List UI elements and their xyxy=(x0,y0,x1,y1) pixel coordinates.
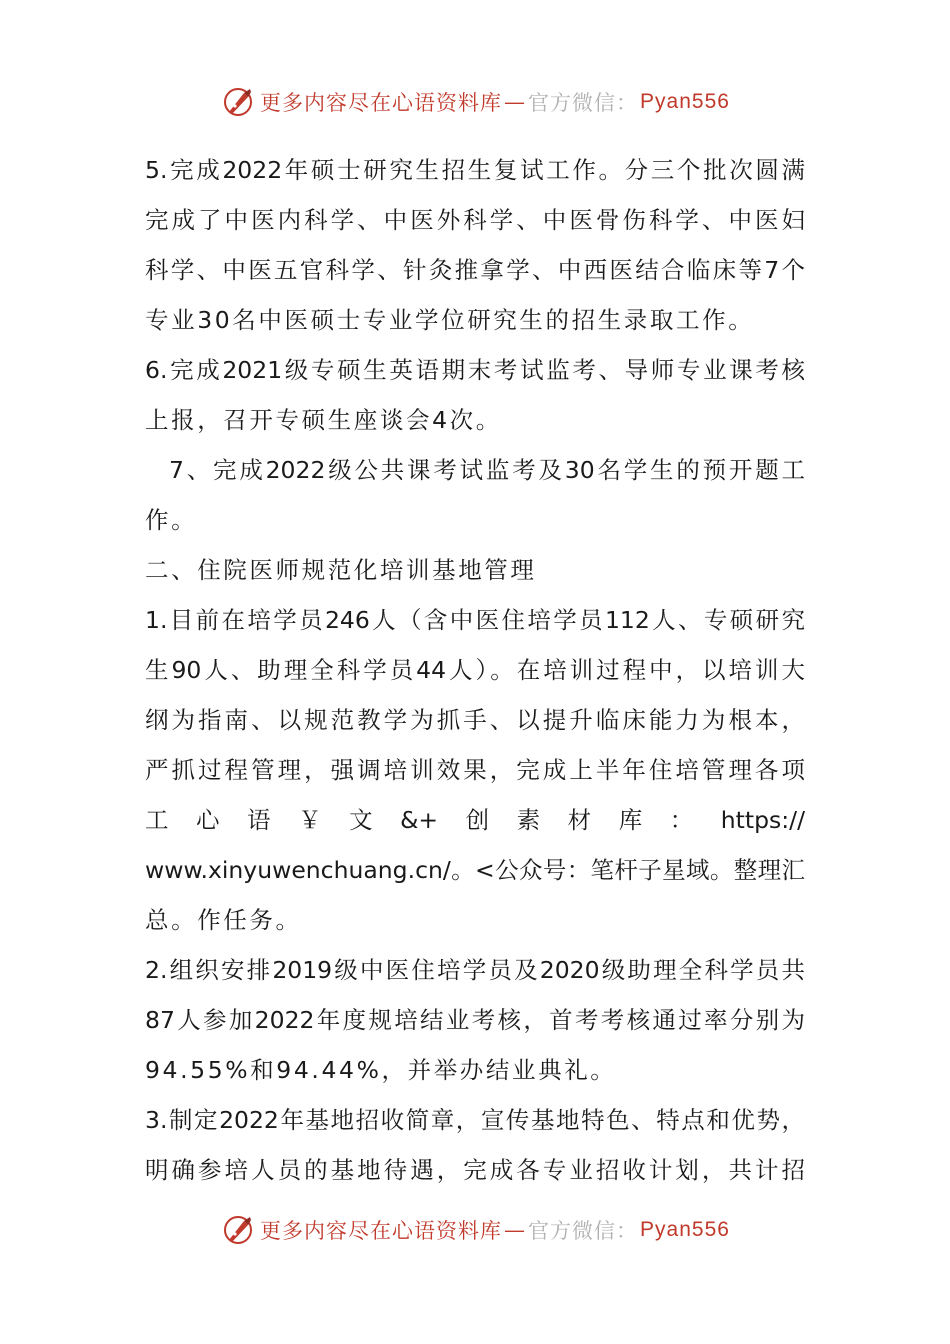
header-banner xyxy=(0,82,950,122)
text-line: 3.制定2022年基地招收简章，宣传基地特色、特点和优势， xyxy=(145,1106,805,1134)
text-line: 总。作任务。 xyxy=(145,906,302,934)
text-line: 作。 xyxy=(145,506,198,534)
text-line: 上报，召开专硕生座谈会4次。 xyxy=(145,406,502,434)
text-line: 6.完成2021级专硕生英语期末考试监考、导师专业课考核 xyxy=(145,356,805,384)
text-line: 1.目前在培学员246人（含中医住培学员112人、专硕研究 xyxy=(145,606,805,634)
text-line: 94.55%和94.44%，并举办结业典礼。 xyxy=(145,1056,617,1084)
banner-dash: — xyxy=(504,90,527,114)
banner-wechat-label: 官方微信： xyxy=(528,1219,639,1243)
pen-nib-circle-icon xyxy=(220,84,256,120)
text-line: 5.完成2022年硕士研究生招生复试工作。分三个批次圆满 xyxy=(145,156,805,184)
banner-dash: — xyxy=(504,1218,527,1242)
body-text xyxy=(145,145,805,1195)
section-heading: 二、住院医师规范化培训基地管理 xyxy=(145,556,537,584)
text-line: www.xinyuwenchuang.cn/。<公众号：笔杆子星域。整理汇 xyxy=(145,856,805,884)
pen-nib-circle-icon xyxy=(220,1212,256,1248)
text-line: 2.组织安排2019级中医住培学员及2020级助理全科学员共 xyxy=(145,956,805,984)
text-line: 生90人、助理全科学员44人）。在培训过程中，以培训大 xyxy=(145,656,805,684)
banner-wechat-id: Pyan556 xyxy=(640,1218,730,1241)
banner-wechat-id: Pyan556 xyxy=(640,90,730,113)
text-line: 纲为指南、以规范教学为抓手、以提升临床能力为根本， xyxy=(145,706,805,734)
text-line: 完成了中医内科学、中医外科学、中医骨伤科学、中医妇 xyxy=(145,206,805,234)
banner-wechat-label: 官方微信： xyxy=(528,91,639,115)
banner-brand: 更多内容尽在心语资料库 xyxy=(260,1219,503,1243)
text-line: 87人参加2022年度规培结业考核，首考考核通过率分别为 xyxy=(145,1006,805,1034)
banner-brand: 更多内容尽在心语资料库 xyxy=(260,91,503,115)
text-line: 工心语￥文&+创素材库：https:// xyxy=(145,806,805,834)
text-line: 明确参培人员的基地待遇，完成各专业招收计划，共计招 xyxy=(145,1156,805,1184)
footer-banner xyxy=(0,1210,950,1250)
text-line: 7、完成2022级公共课考试监考及30名学生的预开题工 xyxy=(169,456,805,484)
text-line: 专业30名中医硕士专业学位研究生的招生录取工作。 xyxy=(145,306,755,334)
text-line: 科学、中医五官科学、针灸推拿学、中西医结合临床等7个 xyxy=(145,256,805,284)
text-line: 严抓过程管理，强调培训效果，完成上半年住培管理各项 xyxy=(145,756,805,784)
